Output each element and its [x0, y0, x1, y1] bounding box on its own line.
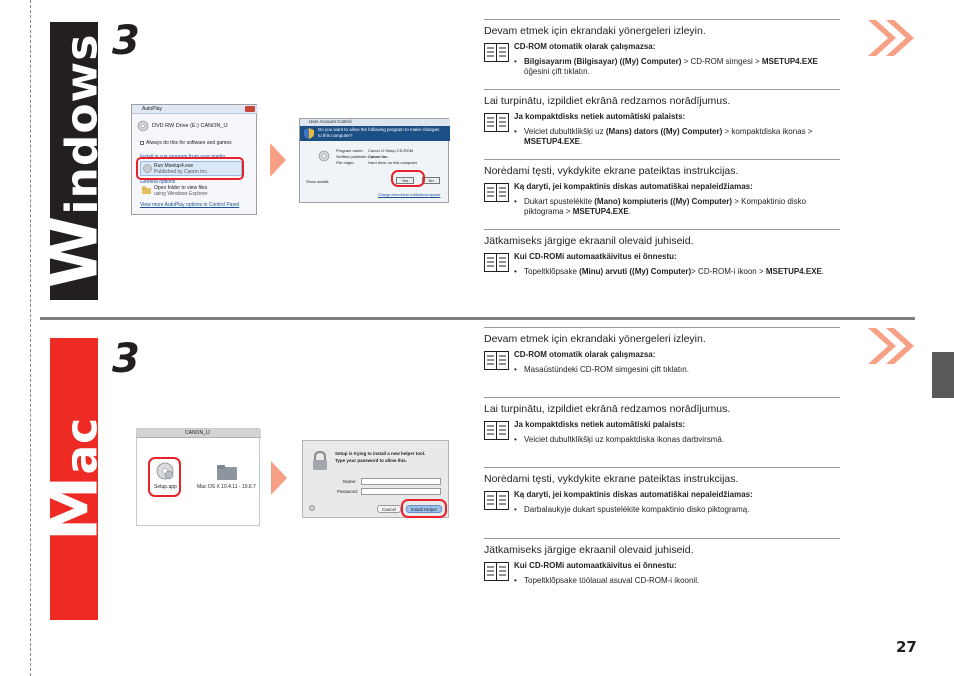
- step-part: .: [580, 137, 583, 146]
- section-divider: [40, 317, 915, 320]
- finder-titlebar: [137, 429, 261, 438]
- mac-section-label: [35, 338, 113, 620]
- instruction-step: • Veiciet dubultklikšķi uz kompaktdiska ikonas darbvirsmā.: [514, 435, 840, 445]
- step-part-bold: MSETUP4.EXE: [572, 207, 629, 216]
- run-item-highlight: [136, 157, 244, 180]
- instruction-heading: Jätkamiseks järgige ekraanil olevaid juhiseid.: [484, 235, 694, 247]
- double-chevron-right-icon: [866, 18, 916, 58]
- mac-label-rest: ac: [56, 416, 108, 475]
- cd-icon: [137, 120, 149, 132]
- step-part: > CD-ROM-i ikoon >: [691, 267, 766, 276]
- step-part: öğesini çift tıklatın.: [524, 67, 590, 76]
- step-part: > CD-ROM simgesi >: [681, 57, 762, 66]
- uac-yes-button[interactable]: Yes: [396, 177, 414, 184]
- book-note-icon: [484, 113, 509, 132]
- step-part-bold: MSETUP4.EXE: [765, 267, 822, 276]
- auth-message: Setup is trying to install a new helper tool.: [335, 451, 426, 456]
- mac-instruction-lt: [484, 467, 840, 515]
- windows-label-text: [36, 34, 113, 289]
- book-note-icon: [484, 421, 509, 440]
- shield-icon: [304, 128, 314, 139]
- mac-instruction-tr: [484, 327, 840, 375]
- section-tab: [932, 352, 954, 398]
- yes-button-highlight: [391, 170, 425, 187]
- instruction-condition: CD-ROM otomatik olarak çalışmazsa:: [514, 350, 656, 359]
- step-part-bold: MSETUP4.EXE: [761, 57, 818, 66]
- step-part: .: [628, 207, 631, 216]
- cut-line: [30, 0, 31, 676]
- page-number: 27: [896, 638, 917, 656]
- instruction-heading: Lai turpinātu, izpildiet ekrānā redzamos norādījumus.: [484, 95, 731, 107]
- instruction-note: [484, 420, 840, 445]
- uac-banner: [300, 126, 450, 141]
- instruction-heading: Jätkamiseks järgige ekraanil olevaid juhiseid.: [484, 544, 694, 556]
- autoplay-drive: DVD RW Drive (E:) CANON_IJ: [152, 123, 228, 129]
- setup-app-label[interactable]: Setup.app: [154, 484, 177, 490]
- book-note-icon: [484, 253, 509, 272]
- mac-label-initial: M: [35, 474, 113, 542]
- instruction-condition: Kui CD-ROMi automaatkäivitus ei õnnestu:: [514, 252, 677, 261]
- instruction-note: [484, 252, 840, 277]
- step-part-bold: Bilgisayarım (Bilgisayar) ((My) Computer): [524, 57, 682, 66]
- autoplay-titlebar: [132, 105, 258, 114]
- run-item-label: Run Msetup4.exe: [154, 163, 194, 169]
- install-header: Install or run program from your media: [140, 154, 226, 160]
- general-options-header: General options: [140, 179, 176, 185]
- instruction-condition: Ką daryti, jei kompaktinis diskas automatiškai nepaleidžiamas:: [514, 182, 753, 191]
- program-name-label: Program name:: [336, 148, 364, 153]
- instruction-note: [484, 350, 840, 375]
- instruction-heading: Devam etmek için ekrandaki yönergeleri izleyin.: [484, 25, 706, 37]
- always-checkbox[interactable]: [140, 141, 144, 145]
- step-arrow-icon: [270, 143, 286, 177]
- windows-label-initial: W: [35, 214, 113, 289]
- padlock-icon: [311, 451, 329, 471]
- mac-label-text: [36, 417, 113, 541]
- instruction-note: [484, 112, 840, 147]
- instruction-note: [484, 182, 840, 217]
- windows-step-number: 3: [112, 18, 140, 64]
- name-input[interactable]: [361, 478, 441, 485]
- instruction-heading: Devam etmek için ekrandaki yönergeleri izleyin.: [484, 333, 706, 345]
- password-input[interactable]: [361, 488, 441, 495]
- instruction-step: • Topeltklõpsake töölaual asuval CD-ROM-i ikoonil.: [514, 576, 840, 586]
- publisher-value: Canon Inc.: [368, 154, 389, 159]
- step-part: Dukart spustelėkite: [524, 197, 595, 206]
- book-note-icon: [484, 562, 509, 581]
- uac-title: User Account Control: [309, 119, 352, 124]
- instruction-note: [484, 490, 840, 515]
- instruction-condition: Ką daryti, jei kompaktinis diskas automatiškai nepaleidžiamas:: [514, 490, 753, 499]
- uac-question: Do you want to allow the following program to make changes to this computer?: [318, 127, 440, 138]
- instruction-step: [514, 127, 840, 147]
- origin-value: Hard drive on this computer: [368, 160, 418, 165]
- windows-instruction-tr: [484, 19, 840, 77]
- instruction-step: [514, 267, 840, 277]
- open-folder-sub: using Windows Explorer: [154, 191, 208, 197]
- install-helper-button[interactable]: Install Helper: [406, 505, 442, 513]
- cd-icon: [318, 150, 330, 162]
- mac-instruction-lv: [484, 397, 840, 445]
- windows-section-label: [35, 22, 113, 300]
- name-label: Name:: [343, 479, 357, 484]
- instruction-condition: CD-ROM otomatik olarak çalışmazsa:: [514, 42, 656, 51]
- step-part: Veiciet dubultklikšķi uz: [524, 127, 606, 136]
- instruction-heading: Norėdami tęsti, vykdykite ekrane pateiktas instrukcijas.: [484, 165, 739, 177]
- show-details[interactable]: Show details: [306, 179, 329, 184]
- instruction-condition: Ja kompaktdisks netiek automātiski palaists:: [514, 112, 686, 121]
- instruction-step: • Darbalaukyje dukart spustelėkite kompaktinio disko piktogramą.: [514, 505, 840, 515]
- instruction-condition: Kui CD-ROMi automaatkäivitus ei õnnestu:: [514, 561, 677, 570]
- instruction-step: [514, 197, 840, 217]
- step-part-bold: (Mano) kompiuteris ((My) Computer): [594, 197, 733, 206]
- book-note-icon: [484, 183, 509, 202]
- instruction-heading: Lai turpinātu, izpildiet ekrānā redzamos norādījumus.: [484, 403, 731, 415]
- install-helper-highlight: [401, 499, 447, 518]
- finder-title: CANON_IJ: [185, 430, 210, 436]
- step-arrow-icon: [271, 461, 287, 495]
- step-part-bold: (Minu) arvuti ((My) Computer): [579, 267, 692, 276]
- folder-icon: [142, 186, 151, 194]
- help-icon[interactable]: [309, 505, 315, 511]
- windows-instruction-lv: [484, 89, 840, 147]
- program-name-value: Canon IJ Setup CD-ROM: [368, 148, 414, 153]
- password-label: Password:: [337, 489, 359, 494]
- always-label: Always do this for software and games: [146, 140, 232, 146]
- autoplay-title: AutoPlay: [142, 106, 163, 112]
- view-more-link[interactable]: View more AutoPlay options in Control Panel: [140, 202, 240, 208]
- publisher-label: Verified publisher:: [336, 154, 368, 159]
- step-part-bold: MSETUP4.EXE: [524, 137, 581, 146]
- windows-instruction-et: [484, 229, 840, 277]
- origin-label: File origin:: [336, 160, 355, 165]
- instruction-condition: Ja kompaktdisks netiek automātiski palaists:: [514, 420, 686, 429]
- windows-label-rest: indows: [56, 33, 108, 215]
- mac-os-folder-label[interactable]: Mac OS X 10.4.11 - 10.6.7: [197, 484, 256, 490]
- mac-step-number: 3: [112, 336, 140, 382]
- instruction-note: [484, 42, 840, 77]
- step-part-bold: (Mans) dators ((My) Computer): [605, 127, 723, 136]
- close-icon[interactable]: [245, 106, 255, 112]
- auth-cancel-button[interactable]: Cancel: [377, 505, 401, 513]
- book-note-icon: [484, 351, 509, 370]
- auth-sub: Type your password to allow this.: [335, 458, 407, 463]
- mac-instruction-et: [484, 538, 840, 586]
- instruction-heading: Norėdami tęsti, vykdykite ekrane pateiktas instrukcijas.: [484, 473, 739, 485]
- run-item-publisher: Published by Canon Inc.: [154, 169, 209, 175]
- uac-no-button[interactable]: No: [422, 177, 440, 184]
- book-note-icon: [484, 43, 509, 62]
- setup-app-highlight: [148, 457, 181, 497]
- instruction-step: [514, 57, 840, 77]
- uac-titlebar: [300, 119, 450, 126]
- uac-window: [299, 118, 449, 203]
- book-note-icon: [484, 491, 509, 510]
- open-folder-label[interactable]: Open folder to view files: [154, 185, 208, 191]
- folder-icon: [217, 464, 237, 480]
- instruction-note: [484, 561, 840, 586]
- double-chevron-right-icon: [866, 326, 916, 366]
- step-part: Topeltklõpsake: [524, 267, 580, 276]
- windows-instruction-lt: [484, 159, 840, 217]
- step-part: > Kompaktinio disko piktograma >: [524, 197, 807, 216]
- step-part: .: [821, 267, 825, 276]
- change-notifications-link[interactable]: Change when these notifications appear: [378, 193, 441, 197]
- instruction-step: • Masaüstündeki CD-ROM simgesini çift tıklatın.: [514, 365, 840, 375]
- step-part: > kompaktdiska ikonas >: [722, 127, 813, 136]
